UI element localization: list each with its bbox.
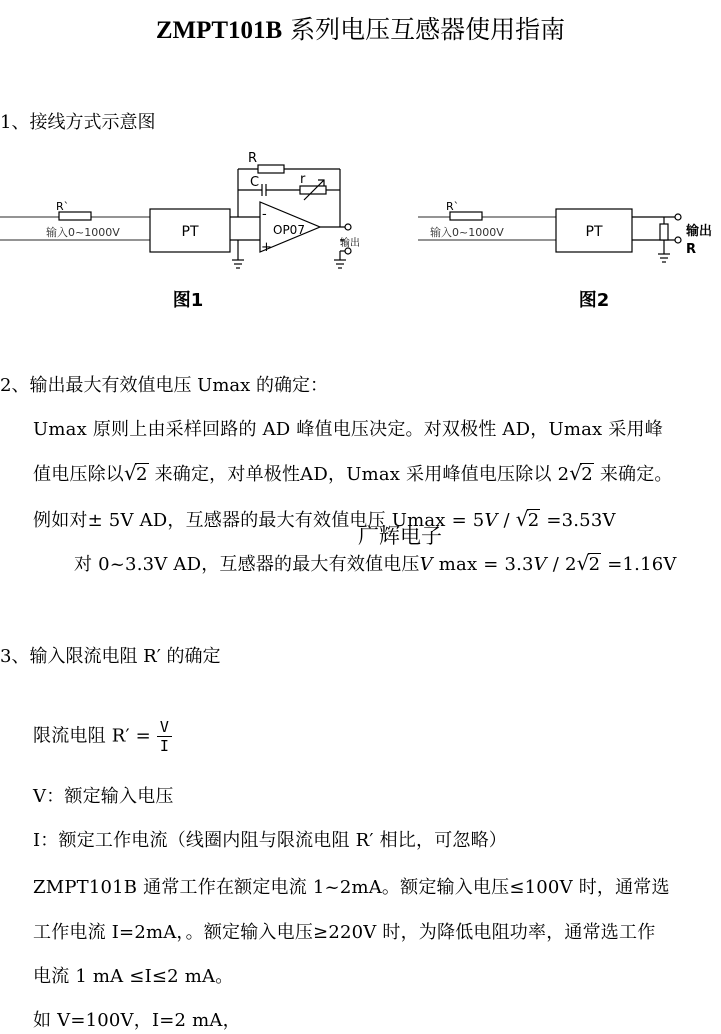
formula-resistance: 限流电阻 R′ = $\frac{V}{I}$ <box>33 718 172 755</box>
fig1-r-label: R <box>248 151 258 166</box>
section2-line3: 例如对± 5V AD，互感器的最大有效值电压 Umax = 5V / √ 2 =3.53V <box>33 507 616 531</box>
fig1-caption: 图1 <box>172 290 204 311</box>
sqrt-2: √ 2 <box>569 461 593 485</box>
fig2-pt-label: PT <box>585 224 603 240</box>
section3-para3: 电流 1 mA ≤I≤2 mA。 <box>33 966 234 987</box>
fig2-output-label: 输出 <box>686 224 713 239</box>
section3-para2: 工作电流 I=2mA，。额定输入电压≥220V 时，为降低电阻功率，通常选工作 <box>33 922 656 943</box>
fig1-op-label: OP07 <box>273 223 305 237</box>
section3-heading: 3、输入限流电阻 R′ 的确定 <box>0 646 221 667</box>
section3-para4: 如 V=100V，I=2 mA， <box>33 1010 241 1031</box>
fig2-input-label: 输入0~1000V <box>430 226 504 239</box>
fig1-pt-label: PT <box>181 224 199 240</box>
fig2-r-label: R <box>686 242 697 257</box>
section3-para1: ZMPT101B 通常工作在额定电流 1~2mA。额定输入电压≤100V 时，通常选 <box>33 877 670 898</box>
fig1-input-label: 输入0~1000V <box>46 226 120 239</box>
sqrt-2: √ 2 <box>124 461 148 485</box>
fig2-rprime-label: R` <box>446 200 460 213</box>
page-title: ZMPT101B 系列电压互感器使用指南 <box>155 15 566 44</box>
watermark: 广辉电子 <box>358 524 442 548</box>
section2-line4: 对 0~3.3V AD，互感器的最大有效值电压V max = 3.3V / 2 √ 2 =1.16V <box>74 551 677 575</box>
wiring-diagrams <box>0 140 721 320</box>
fraction-v-over-i: $\frac{V}{I}$ <box>157 718 172 755</box>
section2-heading: 2、输出最大有效值电压 Umax 的确定： <box>0 375 329 396</box>
sqrt-2: √ 2 <box>576 551 601 575</box>
sqrt-2: √ 2 <box>515 507 540 531</box>
section2-line1: Umax 原则上由采样回路的 AD 峰值电压决定。对双极性 AD，Umax 采用峰 <box>33 419 663 440</box>
fig1-output-label: 输出 <box>340 238 360 249</box>
i-definition: I：额定工作电流（线圈内阻与限流电阻 R′ 相比，可忽略） <box>33 830 507 851</box>
fig1-minus-label: - <box>262 207 267 222</box>
fig1-rprime-label: R` <box>56 200 70 213</box>
v-definition: V：额定输入电压 <box>33 786 174 807</box>
section1-heading: 1、接线方式示意图 <box>0 112 156 133</box>
fig1-var-r-label: r <box>300 172 306 187</box>
fig1-plus-label: + <box>261 240 272 255</box>
section2-line2: 值电压除以 √ 2 来确定，对单极性AD，Umax 采用峰值电压除以 2 √ 2 来确定。 <box>33 461 673 485</box>
figure-1-schematic <box>0 165 351 268</box>
fig1-c-label: C <box>250 175 260 190</box>
fig2-caption: 图2 <box>578 290 610 311</box>
